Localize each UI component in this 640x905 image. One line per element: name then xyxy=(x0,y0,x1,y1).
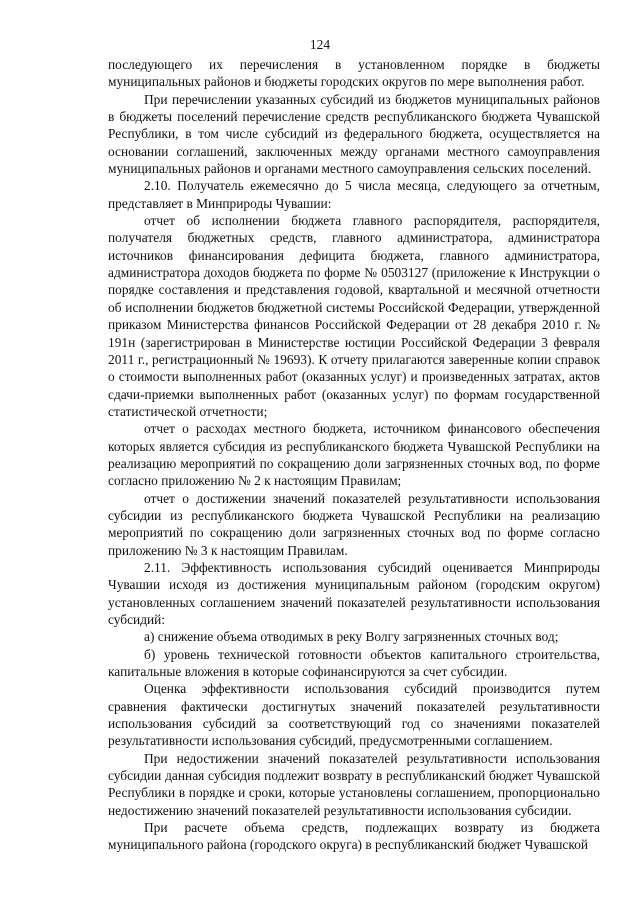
paragraph-subsidy-transfer: При перечислении указанных субсидий из бюджетов муниципальных районов в бюджеты поселений перечисление средств республиканского бюджета Чувашской Республики, в том числе субсидий из федерального бюджета, осуществляется на основании соглашений, заключенных между органами местного самоуправления муниципальных районов и органами местного самоуправления сельских поселений. xyxy=(108,91,600,177)
paragraph-refund: При недостижении значений показателей результативности использования субсидии данная субсидия подлежит возврату в республиканский бюджет Чувашской Республики в порядке и сроки, которые установлены соглашением, пропорционально недостижению значений показателей результативности использования субсидии. xyxy=(108,750,600,818)
document-body xyxy=(108,56,600,854)
paragraph-expense-report: отчет о расходах местного бюджета, источником финансового обеспечения которых является субсидия из республиканского бюджета Чувашской Республики на реализацию мероприятий по сокращению доли загрязненных сточных вод, по форме согласно приложению № 2 к настоящим Правилам; xyxy=(108,421,600,489)
paragraph-item-b: б) уровень технической готовности объектов капитального строительства, капитальные вложения в которые софинансируются за счет субсидии. xyxy=(108,646,600,680)
paragraph-item-a: а) снижение объема отводимых в реку Волгу загрязненных сточных вод; xyxy=(144,629,559,645)
paragraph-evaluation: Оценка эффективности использования субсидий производится путем сравнения фактически достигнутых значений показателей результативности использования субсидий за соответствующий год со значениями показателей результативности использования субсидий, предусмотренными соглашением. xyxy=(108,681,600,749)
paragraph-indicator-report: отчет о достижении значений показателей результативности использования субсидии из республиканского бюджета Чувашской Республики на реализацию мероприятий по сокращению доли загрязненных сточных вод по форме согласно приложению № 3 к настоящим Правилам. xyxy=(108,490,600,558)
paragraph-2-11: 2.11. Эффективность использования субсидий оценивается Минприроды Чувашии исходя из достижения муниципальным районом (городским округом) установленных соглашением значений показателей результативности использования субсидий: xyxy=(108,559,600,627)
paragraph-2-10: 2.10. Получатель ежемесячно до 5 числа месяца, следующего за отчетным, представляет в Минприроды Чувашии: xyxy=(108,178,600,211)
paragraph-budget-report: отчет об исполнении бюджета главного распорядителя, распорядителя, получателя бюджетных средств, главного администратора, администратора источников финансирования дефицита бюджета, главного администратора, администратора доходов бюджета по форме № 0503127 (приложение к Инструкции о порядке составления и представления годовой, квартальной и месячной отчетности об исполнении бюджетов бюджетной системы Российской Федерации, утвержденной приказом Министерства финансов Российской Федерации от 28 декабря 2010 г. № 191н (зарегистрирован в Министерстве юстиции Российской Федерации 3 февраля 2011 г., регистрационный № 19693). К отчету прилагаются заверенные копии справок о стоимости выполненных работ (оказанных услуг) и произведенных затратах, актов сдачи-приемки выполненных работ (оказанных услуг) по формам государственной статистической отчетности; xyxy=(108,213,600,419)
paragraph-refund-calculation: При расчете объема средств, подлежащих возврату из бюджета муниципального района (городского округа) в республиканский бюджет Чувашской xyxy=(108,820,600,853)
page-number: 124 xyxy=(309,37,331,52)
paragraph-continuation: последующего их перечисления в установленном порядке в бюджеты муниципальных районов и бюджеты городских округов по мере выполнения работ. xyxy=(108,57,600,90)
